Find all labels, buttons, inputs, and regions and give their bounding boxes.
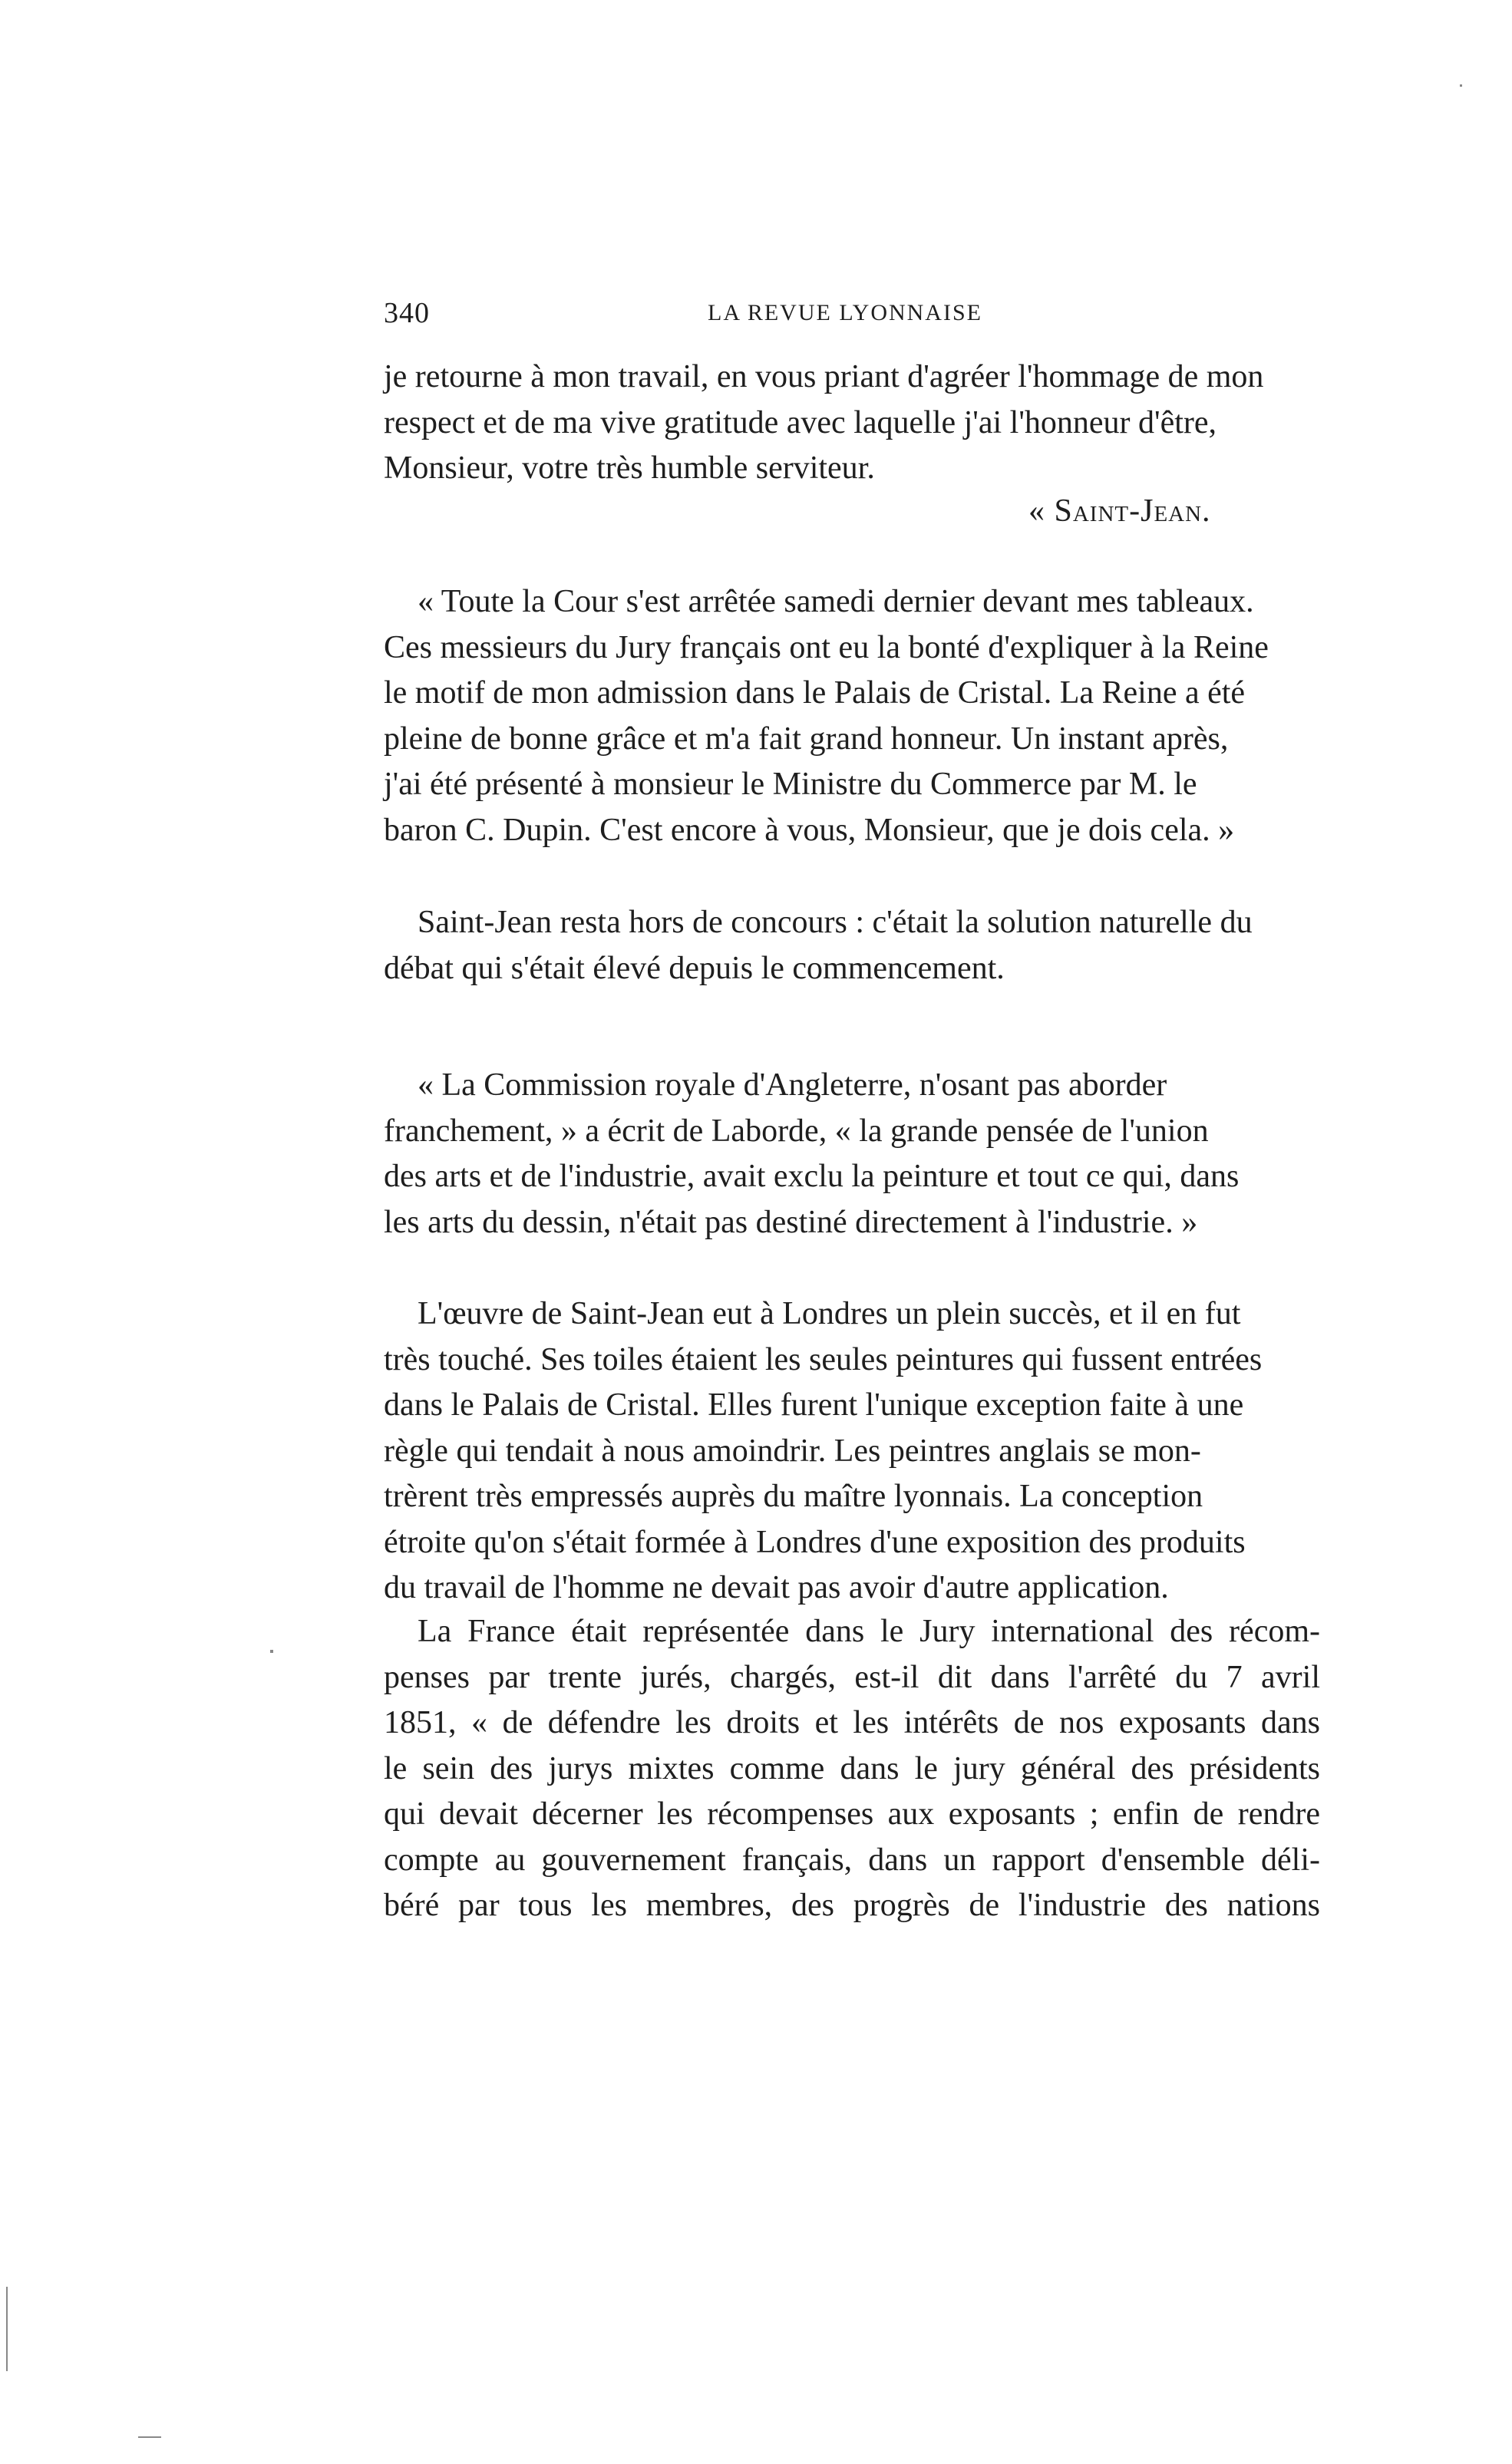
scan-edge-mark	[138, 2436, 161, 2438]
letter-closing-paragraph	[384, 355, 1320, 492]
text-line: étroite qu'on s'était formée à Londres d'une exposition des produits	[384, 1524, 1246, 1560]
text-line: le motif de mon admission dans le Palais de Cristal. La Reine a été	[384, 675, 1246, 711]
text-line: « Toute la Cour s'est arrêtée samedi dernier devant mes tableaux.	[418, 584, 1254, 619]
text-line: « La Commission royale d'Angleterre, n'osant pas aborder	[418, 1067, 1167, 1103]
text-line: règle qui tendait à nous amoindrir. Les peintres anglais se mon-	[384, 1433, 1201, 1469]
running-header: LA REVUE LYONNAISE	[708, 300, 982, 325]
text-line: Monsieur, votre très humble serviteur.	[384, 450, 875, 486]
text-line: Saint-Jean resta hors de concours : c'était la solution naturelle du	[418, 905, 1253, 940]
text-line: qui devait décerner les récompenses aux exposants ; enfin de rendre	[384, 1796, 1320, 1832]
text-line: pleine de bonne grâce et m'a fait grand honneur. Un instant après,	[384, 721, 1229, 757]
laborde-quote-paragraph	[384, 1063, 1320, 1245]
text-line: baron C. Dupin. C'est encore à vous, Monsieur, que je dois cela. »	[384, 812, 1235, 848]
text-line: La France était représentée dans le Jury international des récom-	[418, 1614, 1320, 1649]
text-line: respect et de ma vive gratitude avec laquelle j'ai l'honneur d'être,	[384, 404, 1217, 440]
hors-concours-paragraph	[384, 900, 1320, 991]
text-line: compte au gouvernement français, dans un rapport d'ensemble déli-	[384, 1842, 1320, 1878]
scan-speck	[270, 1650, 273, 1653]
text-line: très touché. Ses toiles étaient les seules peintures qui fussent entrées	[384, 1341, 1263, 1377]
court-quote-paragraph	[384, 579, 1320, 853]
page-number: 340	[384, 297, 430, 329]
jury-paragraph	[384, 1609, 1320, 1929]
text-line: Ces messieurs du Jury français ont eu la bonté d'expliquer à la Reine	[384, 629, 1269, 665]
letter-signature: « Saint-Jean.	[1028, 493, 1211, 529]
text-line: le sein des jurys mixtes comme dans le jury général des présidents	[384, 1750, 1320, 1786]
text-line: penses par trente jurés, chargés, est-il dit dans l'arrêté du 7 avril	[384, 1659, 1320, 1695]
text-line: débat qui s'était élevé depuis le commencement.	[384, 950, 1005, 986]
text-line: 1851, « de défendre les droits et les intérêts de nos exposants dans	[384, 1705, 1320, 1740]
text-line: des arts et de l'industrie, avait exclu la peinture et tout ce qui, dans	[384, 1159, 1240, 1194]
scan-edge-mark	[6, 2287, 8, 2371]
text-line: je retourne à mon travail, en vous priant d'agréer l'hommage de mon	[384, 359, 1264, 394]
text-line: béré par tous les membres, des progrès de l'industrie des nations	[384, 1888, 1320, 1923]
text-line: trèrent très empressés auprès du maître lyonnais. La conception	[384, 1479, 1203, 1514]
text-line: les arts du dessin, n'était pas destiné directement à l'industrie. »	[384, 1204, 1198, 1240]
text-line: j'ai été présenté à monsieur le Ministre du Commerce par M. le	[384, 767, 1197, 802]
london-success-paragraph	[384, 1291, 1320, 1611]
text-line: L'œuvre de Saint-Jean eut à Londres un plein succès, et il en fut	[418, 1296, 1241, 1331]
text-line: du travail de l'homme ne devait pas avoir d'autre application.	[384, 1570, 1169, 1605]
text-line: franchement, » a écrit de Laborde, « la grande pensée de l'union	[384, 1113, 1209, 1149]
scan-speck	[1460, 84, 1462, 87]
text-line: dans le Palais de Cristal. Elles furent l'unique exception faite à une	[384, 1387, 1244, 1423]
